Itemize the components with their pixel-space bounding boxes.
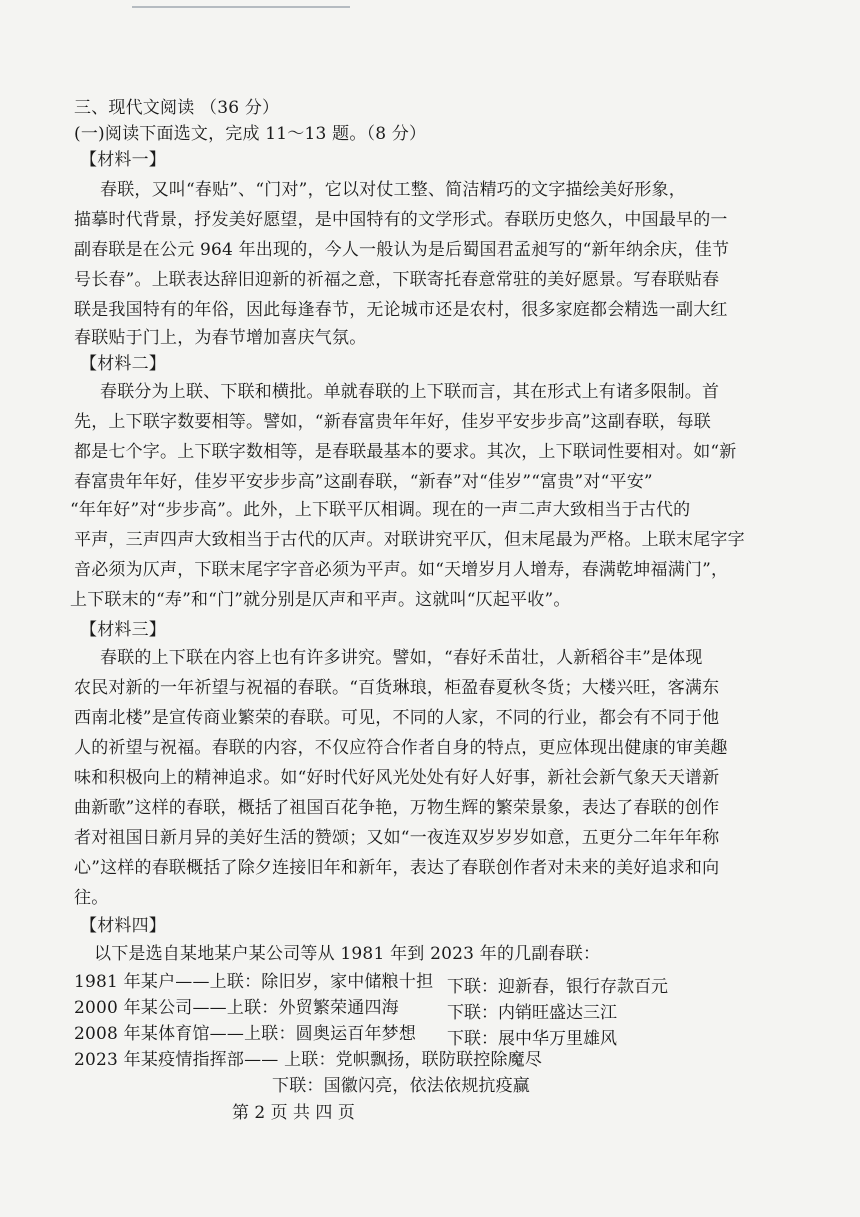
material1-line: 号长春”。上联表达辞旧迎新的祈福之意，下联寄托春意常驻的美好愿景。写春联贴春 [74,270,720,290]
material3-line: 往。 [74,888,109,908]
couplet-row-left: 2023 年某疫情指挥部—— 上联：党帜飘扬，联防联控除魔尽 [74,1050,543,1070]
material2-line: 先，上下联字数要相等。譬如，“新春富贵年年好，佳岁平安步步高”这副春联，每联 [74,412,711,432]
material2-line: 春联分为上联、下联和横批。单就春联的上下联而言，其在形式上有诸多限制。首 [100,382,720,402]
couplet-row-left: 2008 年某体育馆——上联：圆奥运百年梦想 [74,1024,417,1044]
material2-line: “年年好”对“步步高”。此外，上下联平仄相调。现在的一声二声大致相当于古代的 [70,500,691,520]
material2-line: 音必须为仄声，下联末尾字字音必须为平声。如“天增岁月人增寿，春满乾坤福满门”， [74,560,729,580]
couplet-row-left: 2000 年某公司——上联：外贸繁荣通四海 [74,998,399,1018]
material4-intro: 以下是选自某地某户某公司等从 1981 年到 2023 年的几副春联： [94,944,601,964]
page-footer: 第 2 页 共 四 页 [232,1103,355,1123]
couplet-row-continuation: 下联：国徽闪亮，依法依规抗疫赢 [272,1076,530,1096]
material2-line: 都是七个字。上下联字数相等，是春联最基本的要求。其次，上下联词性要相对。如“新 [74,442,737,462]
material1-label: 【材料一】 [80,150,166,170]
section-title: 三、现代文阅读 （36 分） [74,98,280,118]
material3-line: 春联的上下联在内容上也有许多讲究。譬如，“春好禾苗壮，人新稻谷丰”是体现 [100,648,703,668]
material3-label: 【材料三】 [80,620,166,640]
material3-line: 人的祈望与祝福。春联的内容，不仅应符合作者自身的特点，更应体现出健康的审美趣 [74,738,728,758]
material2-line: 平声，三声四声大致相当于古代的仄声。对联讲究平仄，但末尾最为严格。上联末尾字字 [74,530,745,550]
material2-label: 【材料二】 [80,354,166,374]
material3-line: 味和积极向上的精神追求。如“好时代好风光处处有好人好事，新社会新气象天天谱新 [74,768,720,788]
material2-line: 春富贵年年好，佳岁平安步步高”这副春联，“新春”对“佳岁”“富贵”对“平安” [74,472,653,492]
material3-line: 曲新歌”这样的春联，概括了祖国百花争艳，万物生辉的繁荣景象，表达了春联的创作 [74,798,720,818]
material1-line: 联是我国特有的年俗，因此每逢春节，无论城市还是农村，很多家庭都会精选一副大红 [74,300,728,320]
material1-line: 春联，又叫“春贴”、“门对”，它以对仗工整、简洁精巧的文字描绘美好形象， [100,180,686,200]
material1-line: 描摹时代背景，抒发美好愿望，是中国特有的文学形式。春联历史悠久，中国最早的一 [74,210,728,230]
material3-line: 西南北楼”是宣传商业繁荣的春联。可见，不同的人家，不同的行业，都会有不同于他 [74,708,720,728]
couplet-row-right: 下联：迎新春，银行存款百元 [447,977,668,997]
material2-line: 上下联末的“寿”和“门”就分别是仄声和平声。这就叫“仄起平收”。 [70,590,571,610]
couplet-row-right: 下联：展中华万里雄风 [447,1029,617,1049]
sub-title: (一)阅读下面选文，完成 11～13 题。（8 分） [74,124,427,144]
top-divider [132,6,350,8]
material3-line: 心”这样的春联概括了除夕连接旧年和新年，表达了春联创作者对未来的美好追求和向 [74,858,720,878]
couplet-row-right: 下联：内销旺盛达三江 [447,1003,617,1023]
material3-line: 者对祖国日新月异的美好生活的赞颂；又如“一夜连双岁岁岁如意，五更分二年年年称 [74,828,720,848]
material1-line: 春联贴于门上，为春节增加喜庆气氛。 [74,328,367,348]
couplet-row-left: 1981 年某户——上联：除旧岁，家中储粮十担 [74,972,434,992]
material4-label: 【材料四】 [80,916,166,936]
material1-line: 副春联是在公元 964 年出现的，今人一般认为是后蜀国君孟昶写的“新年纳余庆，佳节 [74,240,730,260]
material3-line: 农民对新的一年祈望与祝福的春联。“百货琳琅，柜盈春夏秋冬货；大楼兴旺，客满东 [74,678,720,698]
